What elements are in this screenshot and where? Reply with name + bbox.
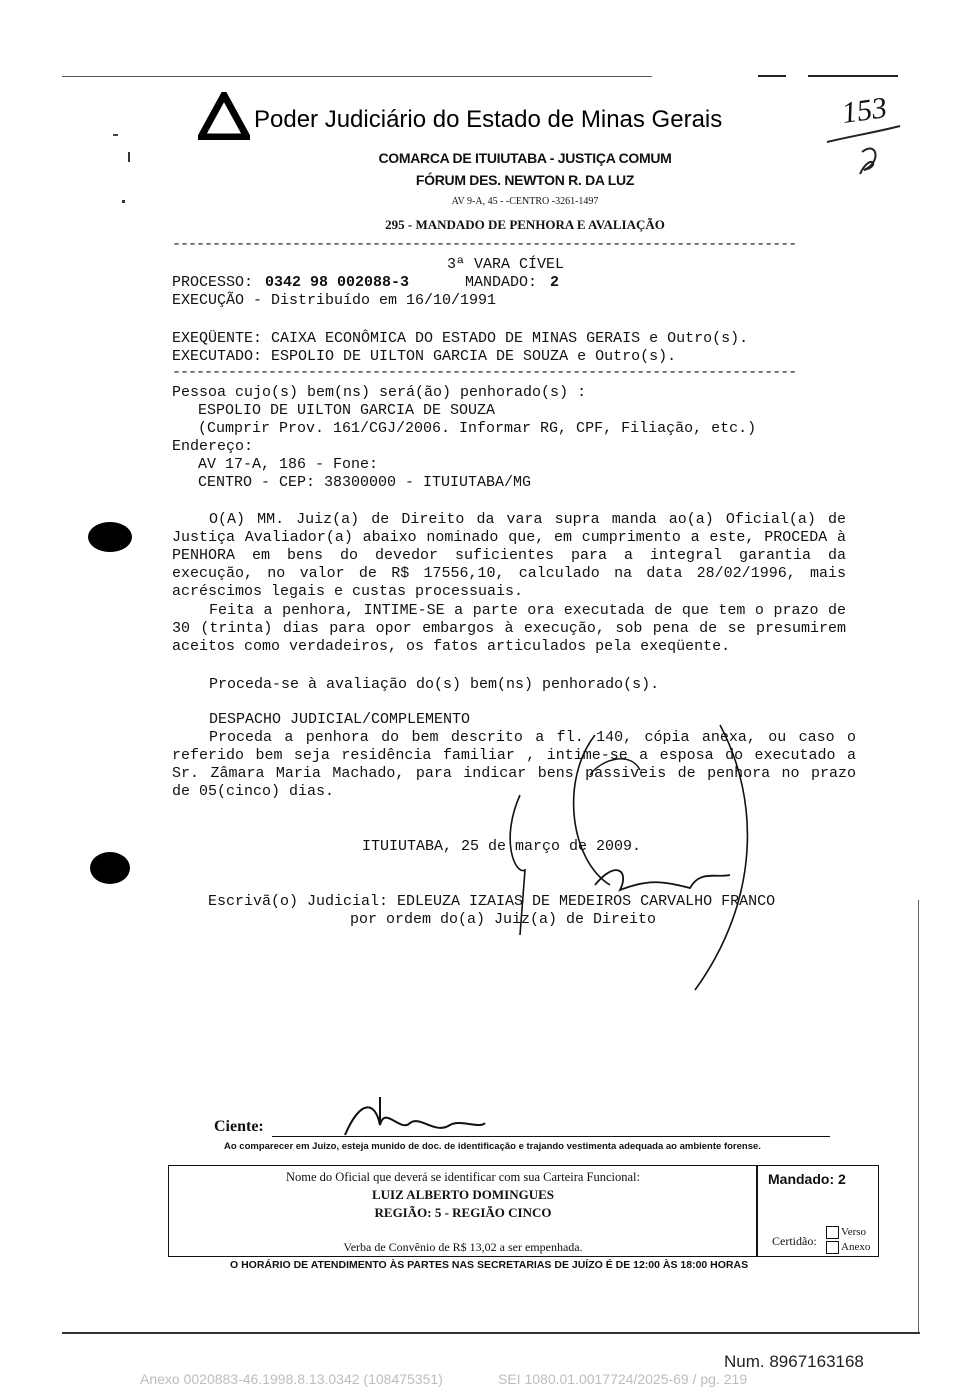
- anexo-checkbox[interactable]: [826, 1241, 839, 1254]
- divider: ------------------------------------------------------------------------------: [172, 364, 797, 381]
- order-line: por ordem do(a) Juiz(a) de Direito: [350, 911, 657, 928]
- punch-hole: [88, 522, 132, 552]
- escriva-line: Escrivã(o) Judicial: EDLEUZA IZAIAS DE MEDEIROS CARVALHO FRANCO: [208, 893, 776, 910]
- place-date: ITUIUTABA, 25 de março de 2009.: [362, 838, 642, 855]
- horario-notice: O HORÁRIO DE ATENDIMENTO ÀS PARTES NAS SECRETARIAS DE JUÍZO É DE 12:00 ÀS 18:00 HORAS: [230, 1259, 749, 1271]
- scan-speck: [122, 200, 125, 203]
- comarca-line: COMARCA DE ITUIUTABA - JUSTIÇA COMUM: [378, 150, 672, 166]
- scan-speck: [113, 134, 118, 136]
- despacho-text: Proceda a penhora do bem descrito a fl. 140, cópia anexa, ou caso o referido bem seja residência familiar , intime-se a esposa do executado a Sr. Zâmara Maria Machado, para indicar bens passiveis de penhora no prazo de 05(cinco) dias.: [172, 729, 856, 800]
- anexo-label: Anexo: [841, 1241, 871, 1254]
- processo-label: PROCESSO:: [172, 274, 254, 291]
- mandado-label: MANDADO:: [465, 274, 538, 291]
- mandado-number: 2: [550, 274, 560, 291]
- verso-checkbox[interactable]: [826, 1226, 839, 1239]
- forum-line: FÓRUM DES. NEWTON R. DA LUZ: [415, 172, 635, 188]
- executado-line: EXECUTADO: ESPOLIO DE UILTON GARCIA DE SOUZA e Outro(s).: [172, 348, 677, 365]
- processo-number: 0342 98 002088-3: [265, 274, 410, 291]
- person-note: (Cumprir Prov. 161/CGJ/2006. Informar RG, CPF, Filiação, etc.): [198, 420, 757, 437]
- sei-reference: SEI 1080.01.0017724/2025-69 / pg. 219: [498, 1371, 748, 1387]
- person-name: ESPOLIO DE UILTON GARCIA DE SOUZA: [198, 402, 496, 419]
- verso-label: Verso: [841, 1226, 867, 1239]
- scan-speck: [128, 152, 130, 162]
- certidao-verso-option[interactable]: [826, 1226, 866, 1239]
- certidao-anexo-option[interactable]: [826, 1241, 870, 1254]
- top-border-line: [62, 76, 652, 77]
- address-line: AV 9-A, 45 - -CENTRO -3261-1497: [451, 196, 599, 207]
- ciente-notice: Ao comparecer em Juizo, esteja munido de doc. de identificação e trajando vestimenta adequada ao ambiente forense.: [224, 1141, 761, 1152]
- anexo-reference: Anexo 0020883-46.1998.8.13.0342 (108475351): [140, 1371, 443, 1387]
- ciente-label: Ciente:: [214, 1118, 264, 1135]
- vara: 3ª VARA CÍVEL: [447, 256, 565, 273]
- person-intro: Pessoa cujo(s) bem(ns) será(ão) penhorado(s) :: [172, 384, 587, 401]
- document-number: Num. 8967163168: [724, 1352, 864, 1371]
- punch-hole: [90, 852, 130, 884]
- right-edge-line: [918, 900, 919, 1332]
- top-border-dash: [808, 75, 898, 77]
- regiao: REGIÃO: 5 - REGIÃO CINCO: [374, 1205, 552, 1220]
- oficial-name: LUIZ ALBERTO DOMINGUES: [371, 1187, 555, 1202]
- order-paragraph-3: Proceda-se à avaliação do(s) bem(ns) penhorado(s).: [209, 676, 660, 693]
- handwritten-page-number: 153: [839, 91, 890, 130]
- triangle-logo-icon: [198, 92, 250, 145]
- address-line-1: AV 17-A, 186 - Fone:: [198, 456, 379, 473]
- certidao-label: Certidão:: [772, 1234, 817, 1248]
- verba: Verba de Convênio de R$ 13,02 a ser empenhada.: [343, 1240, 583, 1254]
- oficial-label: Nome do Oficial que deverá se identificar com sua Carteira Funcional:: [285, 1170, 641, 1184]
- handwritten-signature-strokes: [490, 720, 790, 1015]
- exequente-line: EXEQÜENTE: CAIXA ECONÔMICA DO ESTADO DE MINAS GERAIS e Outro(s).: [172, 330, 749, 347]
- divider: ------------------------------------------------------------------------------: [172, 236, 797, 253]
- order-paragraph-2: Feita a penhora, INTIME-SE a parte ora executada de que tem o prazo de 30 (trinta) dias para opor embargos à execução, sob pena de se presumirem aceitos como verdadeiros, os fatos articulados pela exeqüente.: [172, 602, 846, 655]
- despacho-title: DESPACHO JUDICIAL/COMPLEMENTO: [209, 711, 471, 728]
- address-label: Endereço:: [172, 438, 254, 455]
- top-border-dash: [758, 75, 786, 77]
- form-title: 295 - MANDADO DE PENHORA E AVALIAÇÃO: [385, 217, 665, 232]
- execucao-line: EXECUÇÃO - Distribuído em 16/10/1991: [172, 292, 497, 309]
- handwritten-mark: [822, 122, 902, 187]
- order-paragraph-1: O(A) MM. Juiz(a) de Direito da vara supra manda ao(a) Oficial(a) de Justiça Avaliador(a) abaixo nominado que, em cumprimento a este, PROCEDA à PENHORA em bens do devedor suficientes para a integral garantia da execução, no valor de R$ 17556,10, calculado na data 28/02/1996, mais acréscimos legais e custas processuais.: [172, 511, 846, 600]
- bottom-border-line: [62, 1332, 920, 1334]
- court-title: Poder Judiciário do Estado de Minas Gerais: [254, 106, 723, 133]
- address-line-2: CENTRO - CEP: 38300000 - ITUIUTABA/MG: [198, 474, 532, 491]
- mandado-box-label: Mandado: 2: [768, 1171, 846, 1187]
